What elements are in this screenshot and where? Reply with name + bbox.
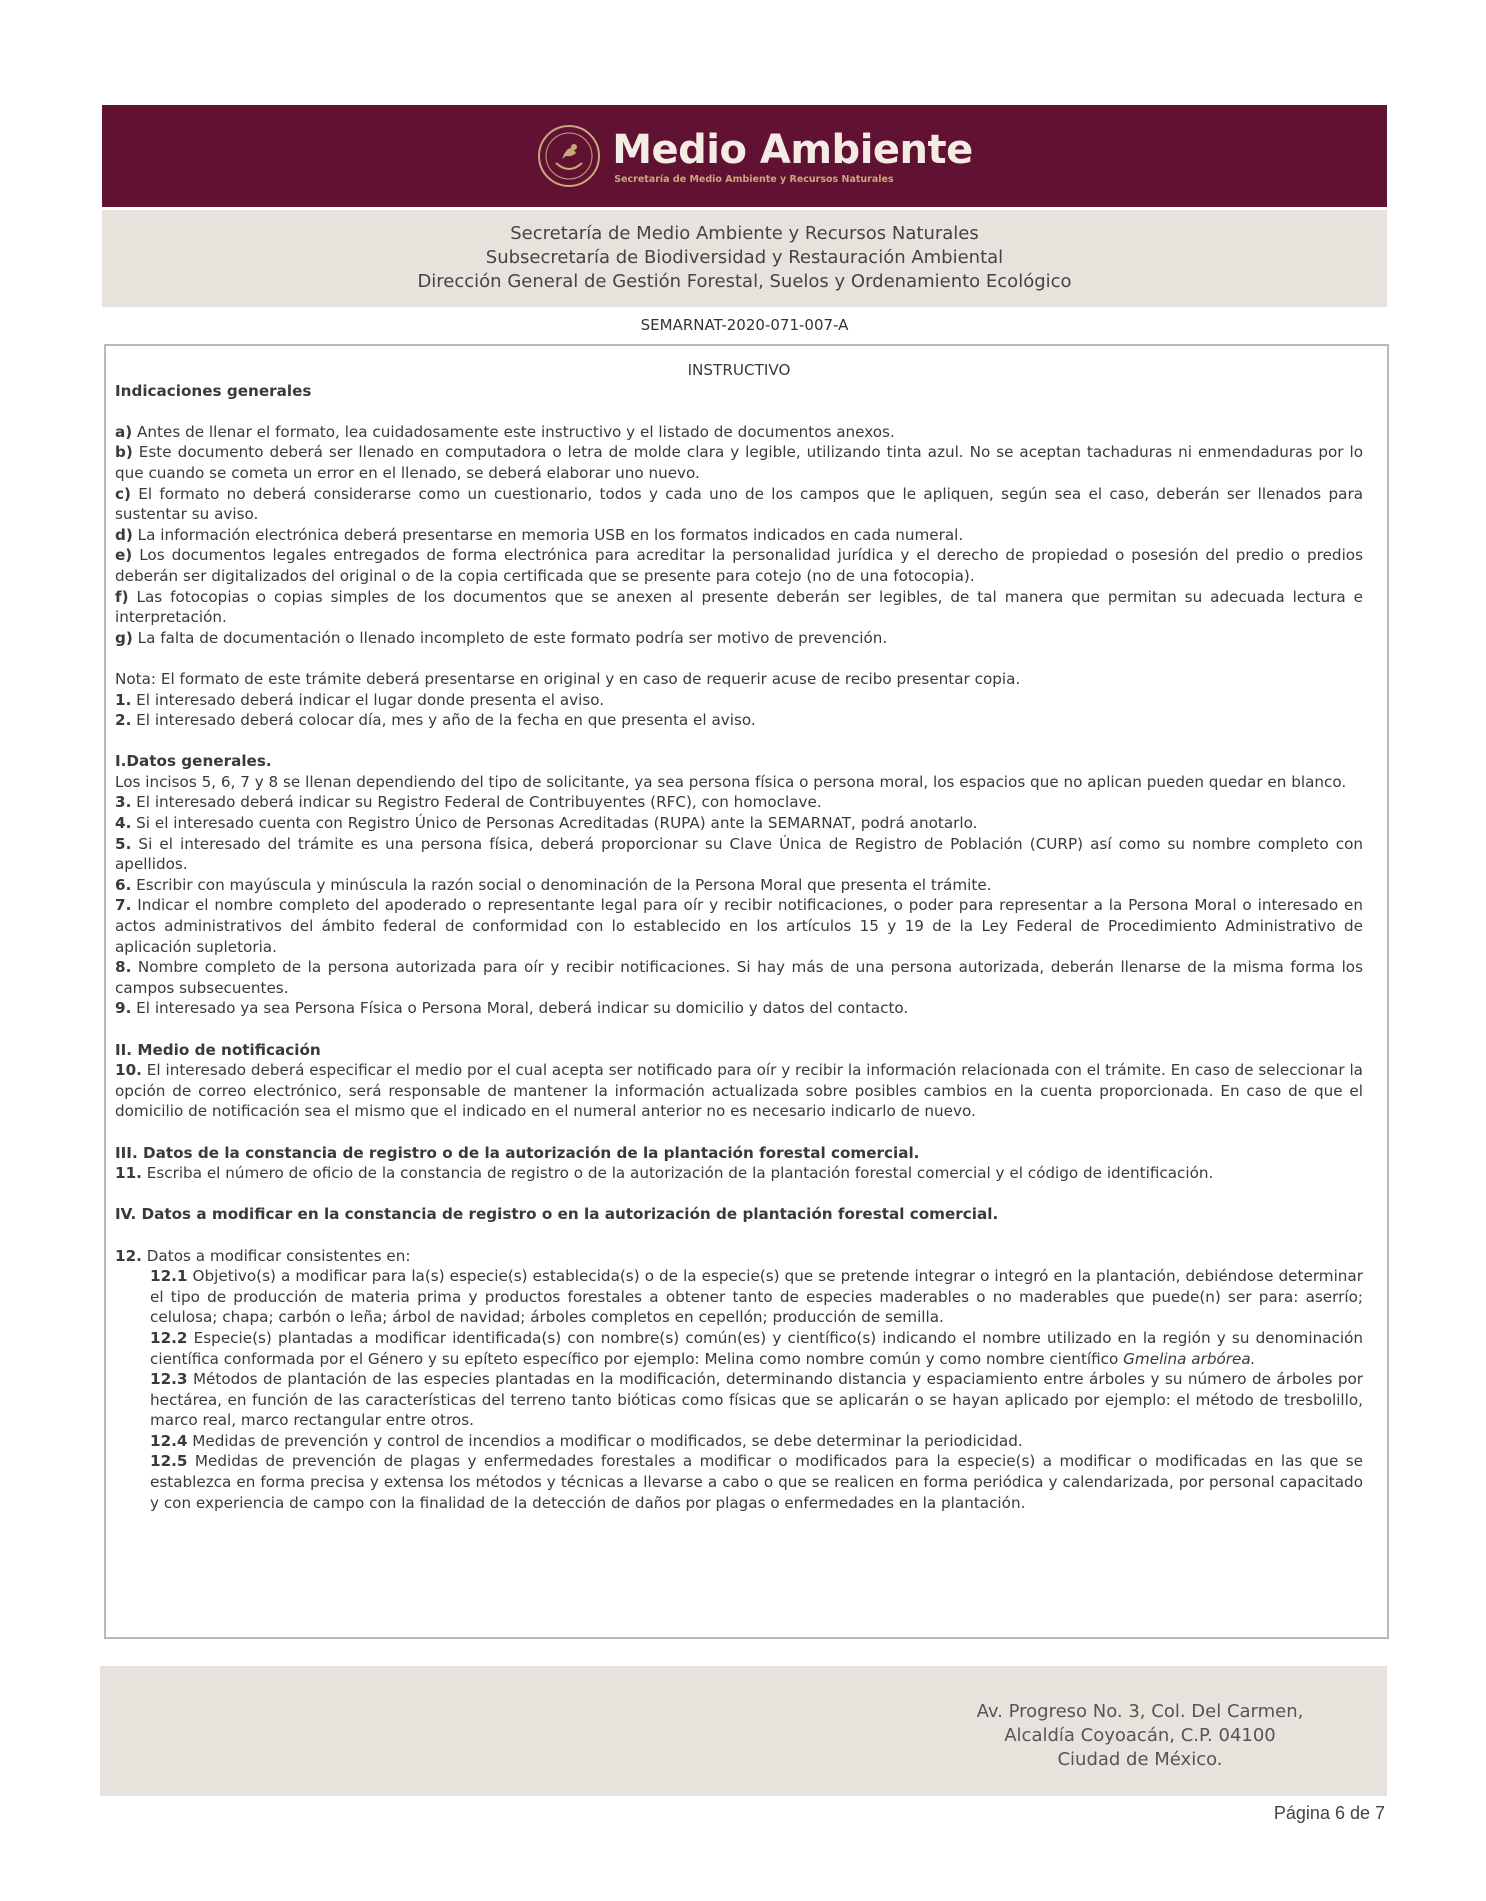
agency-line-2: Subsecretaría de Biodiversidad y Restauración Ambiental (485, 247, 1004, 268)
agency-line-1: Secretaría de Medio Ambiente y Recursos Naturales (510, 223, 979, 244)
item-key: 12.3 (150, 1370, 188, 1389)
list-item (150, 1451, 1363, 1513)
item-text: El interesado deberá indicar su Registro Federal de Contribuyentes (RFC), con homoclave. (131, 793, 822, 812)
item-text: El interesado deberá especificar el medio por el cual acepta ser notificado para oír y recibir la información relacionada con el trámite. En caso de seleccionar la opción de correo electrónico, será responsable de mantener la información actualizada sobre posibles cambios en la cuenta proporcionada. En caso de que el domicilio de notificación sea el mismo que el indicado en el numeral anterior no es necesario indicarlo de nuevo. (115, 1061, 1363, 1121)
item-text: La información electrónica deberá presentarse en memoria USB en los formatos indicados en cada numeral. (132, 525, 964, 544)
instructions-box (104, 344, 1389, 1639)
list-item (115, 895, 1363, 957)
coat-of-arms-seal-icon (536, 123, 602, 189)
list-item (150, 1431, 1363, 1452)
address-line-3: Ciudad de México. (1057, 1749, 1223, 1770)
item-text: Nombre completo de la persona autorizada para oír y recibir notificaciones. Si hay más de una persona autorizada, deberán llenarse de la misma forma los campos subsecuentes. (115, 958, 1363, 997)
address-line-2: Alcaldía Coyoacán, C.P. 04100 (1004, 1725, 1276, 1746)
item-key: 9. (115, 999, 132, 1018)
list-item (115, 834, 1363, 875)
item-text: Los documentos legales entregados de forma electrónica para acreditar la personalidad jurídica y el derecho de propiedad o posesión del predio o predios deberán ser digitalizados del original o de la copia certificada que se presente para cotejo (no de una fotocopia). (115, 546, 1363, 585)
list-item (150, 1328, 1363, 1369)
item-key: c) (115, 484, 131, 503)
list-item (115, 957, 1363, 998)
general-heading: Indicaciones generales (115, 381, 312, 400)
list-item (115, 875, 1363, 896)
item-key: 12. (115, 1246, 142, 1265)
item-text: El interesado deberá colocar día, mes y año de la fecha en que presenta el aviso. (131, 711, 756, 730)
nota: Nota: El formato de este trámite deberá presentarse en original y en caso de requerir acuse de recibo presentar copia. (115, 669, 1021, 688)
item-key: 7. (115, 896, 132, 915)
section-4-heading: IV. Datos a modificar en la constancia de registro o en la autorización de plantación forestal comercial. (115, 1205, 999, 1224)
item-text: Especie(s) plantadas a modificar identificada(s) con nombre(s) común(es) y científico(s) indicando el nombre utilizado en la región y su denominación científica conformada por el Género y su epíteto específico por ejemplo: Melina como nombre común y como nombre científico (150, 1328, 1363, 1368)
instructivo-title: INSTRUCTIVO (687, 361, 791, 379)
item-text: Métodos de plantación de las especies plantadas en la modificación, determinando distancia y espaciamiento entre árboles y su número de árboles por hectárea, en función de las características del terreno tanto bióticas como físicas que se aplicarán o se hayan aplicado por ejemplo: el método de tresbolillo, marco real, marco rectangular entre otros. (150, 1370, 1363, 1430)
list-item (115, 813, 1363, 834)
item-key: 3. (115, 793, 132, 812)
list-item (115, 998, 1363, 1019)
item-text: Si el interesado cuenta con Registro Único de Personas Acreditadas (RUPA) ante la SEMARNAT, podrá anotarlo. (131, 814, 978, 833)
section-2-heading: II. Medio de notificación (115, 1040, 321, 1059)
item-key: 12.4 (150, 1431, 188, 1450)
list-item (115, 545, 1363, 586)
section-1-heading: I.Datos generales. (115, 752, 272, 771)
item-key: 12.1 (150, 1267, 188, 1286)
item-text: Si el interesado del trámite es una persona física, deberá proporcionar su Clave Única de Registro de Población (CURP) así como su nombre completo con apellidos. (115, 834, 1363, 874)
sub-items-list (115, 1266, 1363, 1513)
list-item (115, 710, 1363, 731)
item-key: 2. (115, 711, 132, 730)
item-text: El interesado ya sea Persona Física o Persona Moral, deberá indicar su domicilio y datos del contacto. (131, 999, 909, 1018)
section-2-list (115, 1060, 1363, 1122)
item-key: a) (115, 422, 133, 441)
nota-list (115, 690, 1363, 731)
list-item (115, 587, 1363, 628)
general-list (115, 422, 1363, 649)
list-item (115, 525, 1363, 546)
item-text: Medidas de prevención y control de incendios a modificar o modificados, se debe determinar la periodicidad. (187, 1431, 1023, 1450)
list-item (115, 690, 1363, 711)
item-key: 8. (115, 958, 132, 977)
item-text: Datos a modificar consistentes en: (141, 1246, 411, 1265)
section-3-heading: III. Datos de la constancia de registro o de la autorización de la plantación forestal comercial. (115, 1143, 920, 1162)
logo-title: Medio Ambiente (612, 126, 973, 173)
item-key: e) (115, 546, 133, 565)
agency-line-3: Dirección General de Gestión Forestal, Suelos y Ordenamiento Ecológico (417, 271, 1072, 292)
item-text: Escriba el número de oficio de la constancia de registro o de la autorización de la plantación forestal comercial y el código de identificación. (141, 1164, 1214, 1183)
item-key: f) (115, 587, 129, 606)
agency-block (102, 210, 1387, 307)
item-key: 11. (115, 1164, 142, 1183)
list-item (115, 422, 1363, 443)
item-text: Indicar el nombre completo del apoderado o representante legal para oír y recibir notificaciones, o poder para representar a la Persona Moral o interesado en actos administrativos del ámbito federal de conformidad con lo establecido en los artículos 15 y 19 de la Ley Federal de Procedimiento Administrativo de aplicación supletoria. (115, 896, 1363, 956)
logo-subtitle: Secretaría de Medio Ambiente y Recursos Naturales (614, 173, 894, 185)
address (940, 1700, 1340, 1772)
scientific-name: Gmelina arbórea. (1123, 1349, 1256, 1368)
item-text: Antes de llenar el formato, lea cuidadosamente este instructivo y el listado de documentos anexos. (132, 422, 895, 441)
header-banner (102, 105, 1387, 207)
list-item (115, 484, 1363, 525)
section-3-list (115, 1163, 1363, 1184)
list-item (115, 1060, 1363, 1122)
item-text: El interesado deberá indicar el lugar donde presenta el aviso. (131, 690, 605, 709)
item-key: 1. (115, 690, 132, 709)
item-text: Las fotocopias o copias simples de los documentos que se anexen al presente deberán ser legibles, de tal manera que permitan su adecuada lectura e interpretación. (115, 587, 1363, 627)
item-text: La falta de documentación o llenado incompleto de este formato podría ser motivo de prevención. (132, 628, 888, 647)
item-text: Este documento deberá ser llenado en computadora o letra de molde clara y legible, utilizando tinta azul. No se aceptan tachaduras ni enmendaduras por lo que cuando se cometa un error en el llenado, se deberá elaborar uno nuevo. (115, 443, 1363, 482)
item-key: d) (115, 525, 133, 544)
page-number: Página 6 de 7 (1273, 1803, 1385, 1823)
item-key: 5. (115, 834, 132, 853)
form-code: SEMARNAT-2020-071-007-A (640, 316, 849, 334)
address-line-1: Av. Progreso No. 3, Col. Del Carmen, (976, 1701, 1304, 1722)
item-text: Escribir con mayúscula y minúscula la razón social o denominación de la Persona Moral que presenta el trámite. (131, 875, 992, 894)
list-item (150, 1369, 1363, 1431)
item-key: 12.2 (150, 1328, 188, 1347)
item-key: 10. (115, 1061, 142, 1080)
item-12 (115, 1246, 1363, 1267)
item-key: 4. (115, 814, 132, 833)
item-key: 6. (115, 875, 132, 894)
list-item (115, 792, 1363, 813)
list-item (115, 442, 1363, 483)
logo (536, 123, 973, 189)
list-item (115, 1163, 1363, 1184)
item-text: Objetivo(s) a modificar para la(s) especie(s) establecida(s) o de la especie(s) que se pretende integrar o integró en la plantación, debiéndose determinar el tipo de producción de materia prima y productos forestales a obtener tanto de especies maderables o no maderables que puede(n) ser para: aserrío; celulosa; chapa; carbón o leña; árbol de navidad; árboles completos en cepellón; producción de semilla. (150, 1267, 1363, 1327)
item-text: El formato no deberá considerarse como un cuestionario, todos y cada uno de los campos que le apliquen, según sea el caso, deberán ser llenados para sustentar su aviso. (115, 484, 1363, 524)
section-1-intro: Los incisos 5, 6, 7 y 8 se llenan dependiendo del tipo de solicitante, ya sea persona física o persona moral, los espacios que no aplican pueden quedar en blanco. (115, 772, 1347, 791)
list-item (115, 628, 1363, 649)
item-key: b) (115, 443, 133, 462)
item-key: g) (115, 628, 133, 647)
section-1-list (115, 792, 1363, 1019)
item-key: 12.5 (150, 1452, 188, 1471)
footer-band (100, 1666, 1387, 1796)
item-text: Medidas de prevención de plagas y enfermedades forestales a modificar o modificados para la especie(s) a modificar o modificadas en las que se establezca en forma precisa y extensa los métodos y técnicas a llevarse a cabo o que se realicen en forma periódica y calendarizada, por personal capacitado y con experiencia de campo con la finalidad de la detección de daños por plagas o enfermedades en la plantación. (150, 1452, 1363, 1512)
list-item (150, 1266, 1363, 1328)
